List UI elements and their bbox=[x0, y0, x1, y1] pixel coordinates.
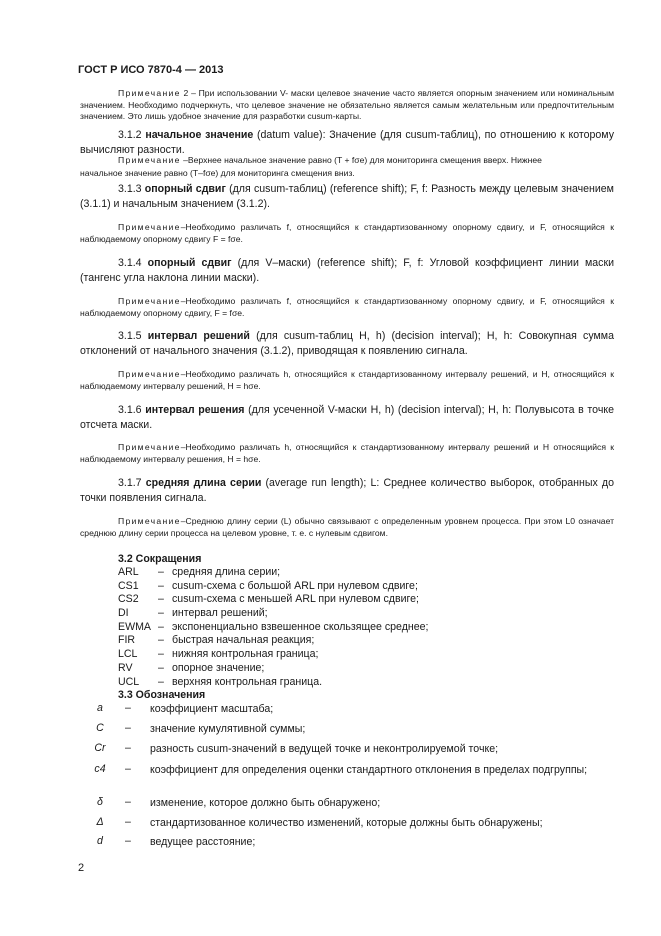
abbr-key: CS1 bbox=[118, 579, 139, 592]
list-item bbox=[118, 648, 428, 662]
symbol: c4 bbox=[94, 763, 106, 775]
term-definition: (для усеченной V-маски H, h) (decision interval); H, h: Полувысота в точке отсчета маски. bbox=[80, 404, 614, 431]
list-item bbox=[118, 676, 428, 690]
term-3-1-6 bbox=[80, 403, 614, 432]
section-heading-symbols: 3.3 Обозначения bbox=[118, 689, 206, 701]
note-3-1-2-line2: начальное значение равно (T–fσe) для мониторинга смещения вниз. bbox=[80, 168, 355, 178]
symbol: δ bbox=[97, 796, 103, 808]
list-item bbox=[118, 566, 428, 580]
note-text: –Необходимо различать f, относящийся к стандартизованному опорному сдвигу, и F, относящийся к наблюдаемому опорному сдвигу, F = fσe. bbox=[80, 296, 614, 318]
term-3-1-7 bbox=[80, 476, 614, 505]
note-label: Примечание bbox=[118, 516, 181, 526]
abbr-dash: – bbox=[158, 620, 164, 633]
abbr-dash: – bbox=[158, 661, 164, 674]
note-label: Примечание bbox=[118, 442, 181, 452]
symbol-dash: – bbox=[125, 763, 131, 775]
abbr-text: средняя длина серии; bbox=[172, 566, 281, 578]
page-number: 2 bbox=[78, 862, 85, 874]
abbreviation-list bbox=[118, 566, 428, 689]
page-header: ГОСТ Р ИСО 7870-4 — 2013 bbox=[78, 64, 224, 76]
note-label: Примечание bbox=[118, 88, 181, 98]
abbr-text: cusum-схема с меньшей ARL при нулевом сдвиге; bbox=[172, 593, 420, 606]
note-text: –Необходимо различать h, относящийся к стандартизованному интервалу решений, и H, относящийся к наблюдаемому интервалу решений, H = hσe. bbox=[80, 369, 614, 391]
term-3-1-2 bbox=[80, 128, 614, 157]
abbr-key: UCL bbox=[118, 675, 140, 688]
note-text: –Необходимо различать f, относящийся к стандартизованному опорному сдвигу, и F, относящийся к наблюдаемому опорному сдвигу F = fσe. bbox=[80, 222, 614, 244]
symbol-dash: – bbox=[125, 796, 131, 808]
note-label: Примечание bbox=[118, 369, 181, 379]
term-3-1-4 bbox=[80, 256, 614, 285]
term-number: 3.1.6 bbox=[118, 404, 146, 416]
term-definition: (для V–маски) (reference shift); F, f: Угловой коэффициент линии маски (тангенс угла наклона линии маски). bbox=[80, 257, 614, 284]
symbol-dash: – bbox=[125, 742, 131, 754]
abbr-dash: – bbox=[158, 607, 164, 620]
symbol-dash: – bbox=[125, 722, 131, 734]
list-item bbox=[118, 621, 428, 635]
abbr-key: DI bbox=[118, 607, 129, 620]
abbr-key: EWMA bbox=[118, 620, 151, 633]
abbr-key: RV bbox=[118, 661, 133, 674]
abbr-dash: – bbox=[158, 593, 164, 606]
term-name: опорный сдвиг bbox=[144, 183, 226, 195]
symbol-text: коэффициент для определения оценки стандартного отклонения в пределах подгруппы; bbox=[150, 764, 588, 776]
symbol-text: изменение, которое должно быть обнаружено; bbox=[150, 797, 381, 809]
term-number: 3.1.2 bbox=[118, 129, 146, 141]
abbr-dash: – bbox=[158, 648, 164, 661]
note-label: Примечание bbox=[118, 296, 181, 306]
term-number: 3.1.5 bbox=[118, 330, 148, 342]
abbr-text: нижняя контрольная граница; bbox=[172, 648, 319, 661]
abbr-text: опорное значение; bbox=[172, 661, 265, 674]
term-name: опорный сдвиг bbox=[147, 257, 232, 269]
note-text: –Среднюю длину серии (L) обычно связывают с определенным уровнем процесса. При этом L0 означает среднюю длину серии процесса на целевом уровне, т. е. с нулевым сдвигом. bbox=[80, 516, 614, 538]
symbol-dash: – bbox=[125, 835, 131, 847]
section-heading-abbreviations: 3.2 Сокращения bbox=[118, 553, 202, 565]
symbol: d bbox=[97, 835, 103, 847]
term-name: средняя длина серии bbox=[145, 477, 262, 489]
abbr-text: интервал решений; bbox=[172, 607, 268, 620]
symbol: C bbox=[96, 722, 104, 734]
symbol-text: значение кумулятивной суммы; bbox=[150, 723, 306, 735]
term-3-1-3 bbox=[80, 182, 614, 211]
symbol-text: ведущее расстояние; bbox=[150, 836, 256, 848]
term-definition: (average run length); L: Среднее количество выборок, отобранных до точки появления сигнала. bbox=[80, 477, 614, 504]
note-text: 2 – При использовании V- маски целевое значение часто является опорным значением или номинальным значением. Необходимо подчеркнуть, что целевое значение не обязательно является самым желательным или предпочтительным значением. Это лишь удобное значение для разработки cusum-карты. bbox=[80, 88, 614, 121]
list-item bbox=[118, 634, 428, 648]
note-text: –Верхнее начальное значение равно (T + fσe) для мониторинга смещения вверх. Нижнее bbox=[180, 155, 542, 165]
term-number: 3.1.4 bbox=[118, 257, 148, 269]
symbol-text: разность cusum-значений в ведущей точке и неконтролируемой точке; bbox=[150, 743, 499, 755]
abbr-key: FIR bbox=[118, 634, 136, 647]
abbr-text: быстрая начальная реакция; bbox=[172, 634, 315, 647]
term-name: интервал решения bbox=[145, 404, 245, 416]
symbol-text: стандартизованное количество изменений, которые должны быть обнаружены; bbox=[150, 817, 543, 829]
note-3-1-2 bbox=[80, 155, 614, 167]
term-definition: (для cusum-таблиц) (reference shift); F, f: Разность между целевым значением (3.1.1) и начальным значением (3.1.2). bbox=[80, 183, 614, 210]
symbol: Cr bbox=[94, 742, 106, 754]
note-text: –Необходимо различать h, относящийся к стандартизованному интервалу решений и H относящийся к наблюдаемому интервалу решения, H = hσe. bbox=[80, 442, 614, 464]
term-name: начальное значение bbox=[145, 129, 254, 141]
term-3-1-5 bbox=[80, 329, 614, 358]
list-item bbox=[118, 607, 428, 621]
symbol: Δ bbox=[96, 816, 104, 828]
term-number: 3.1.7 bbox=[118, 477, 146, 489]
abbr-key: LCL bbox=[118, 648, 138, 661]
abbr-dash: – bbox=[158, 566, 164, 578]
abbr-text: cusum-схема с большой ARL при нулевом сдвиге; bbox=[172, 579, 418, 592]
abbr-text: экспоненциально взвешенное скользящее среднее; bbox=[172, 620, 429, 633]
term-number: 3.1.3 bbox=[118, 183, 145, 195]
note-3-1-5 bbox=[80, 369, 614, 392]
term-definition: (для cusum-таблиц H, h) (decision interval); H, h: Совокупная сумма отклонений от начального значения (3.1.2), приводящая к появлению сигнала. bbox=[80, 330, 614, 357]
term-definition: (datum value): Значение (для cusum-таблиц), по отношению к которому вычисляют разности. bbox=[80, 129, 614, 156]
abbr-key: CS2 bbox=[118, 593, 139, 606]
list-item bbox=[118, 662, 428, 676]
list-item bbox=[118, 593, 428, 607]
symbol-dash: – bbox=[125, 816, 131, 828]
term-name: интервал решений bbox=[147, 330, 250, 342]
abbr-key: ARL bbox=[118, 566, 139, 578]
abbr-dash: – bbox=[158, 675, 164, 688]
symbol-dash: – bbox=[125, 702, 131, 714]
note-2 bbox=[80, 88, 614, 123]
note-3-1-4 bbox=[80, 296, 614, 319]
note-label: Примечание bbox=[118, 222, 181, 232]
abbr-text: верхняя контрольная граница. bbox=[172, 675, 323, 688]
note-3-1-7 bbox=[80, 516, 614, 539]
abbr-dash: – bbox=[158, 634, 164, 647]
list-item bbox=[118, 580, 428, 594]
note-label: Примечание bbox=[118, 155, 181, 165]
abbr-dash: – bbox=[158, 579, 164, 592]
symbol-text: коэффициент масштаба; bbox=[150, 703, 274, 715]
note-3-1-3 bbox=[80, 222, 614, 245]
note-3-1-6 bbox=[80, 442, 614, 465]
symbol: a bbox=[97, 702, 103, 714]
